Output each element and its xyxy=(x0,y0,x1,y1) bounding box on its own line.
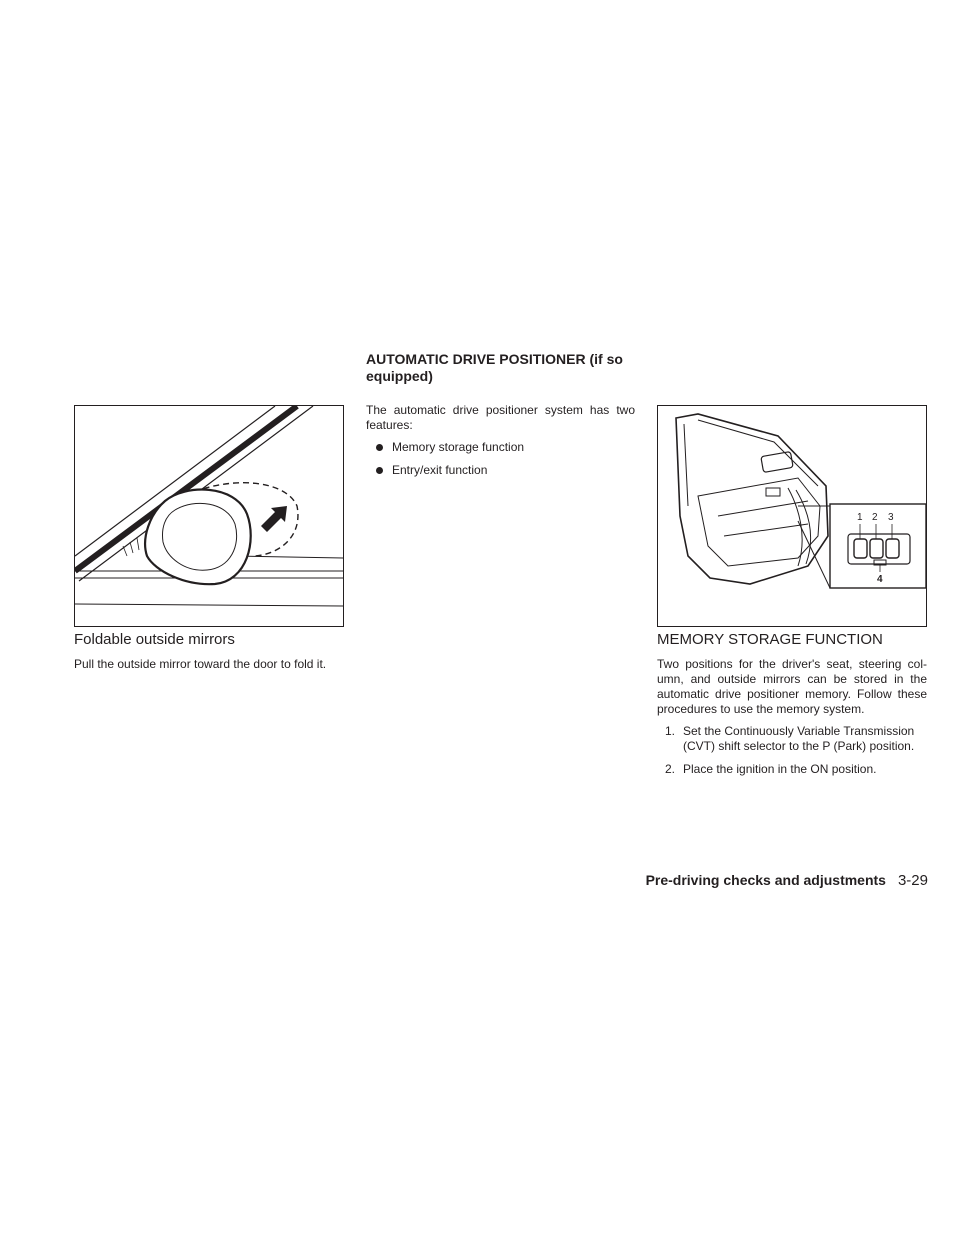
memory-storage-caption: MEMORY STORAGE FUNCTION xyxy=(657,631,883,648)
memory-switch-figure xyxy=(657,405,927,627)
mirror-fold-caption: Foldable outside mirrors xyxy=(74,631,235,648)
page-number: 3-29 xyxy=(897,872,928,889)
adp-feature-list xyxy=(366,440,635,486)
list-item: Entry/exit function xyxy=(366,463,635,478)
adp-intro: The automatic drive positioner system has two features: xyxy=(366,403,635,432)
driver-door-memory-switch-illustration-icon xyxy=(658,406,926,626)
switch-label-1: 1 xyxy=(857,512,863,523)
adp-heading: AUTOMATIC DRIVE POSITIONER (if so equipped) xyxy=(366,351,623,384)
list-item: 1. Set the Continuously Variable Transmission (CVT) shift selector to the P (Park) position. xyxy=(665,724,915,753)
list-item: Memory storage function xyxy=(366,440,635,455)
page-footer xyxy=(528,872,928,889)
mirror-fold-body: Pull the outside mirror toward the door to fold it. xyxy=(74,657,327,671)
memory-storage-body: Two positions for the driver's seat, steering col-umn, and outside mirrors can be stored in the automatic drive positioner memory. Follow these procedures to use the memory system. xyxy=(657,657,927,716)
switch-label-3: 3 xyxy=(888,512,894,523)
list-item: 2. Place the ignition in the ON position. xyxy=(665,762,877,776)
outside-mirror-fold-illustration-icon xyxy=(75,406,343,626)
mirror-fold-figure xyxy=(74,405,344,627)
bullet-icon xyxy=(376,444,383,451)
memory-storage-steps xyxy=(657,724,927,785)
bullet-icon xyxy=(376,467,383,474)
switch-label-2: 2 xyxy=(872,512,878,523)
footer-section-title: Pre-driving checks and adjustments xyxy=(645,872,886,888)
switch-label-4: 4 xyxy=(877,574,883,585)
